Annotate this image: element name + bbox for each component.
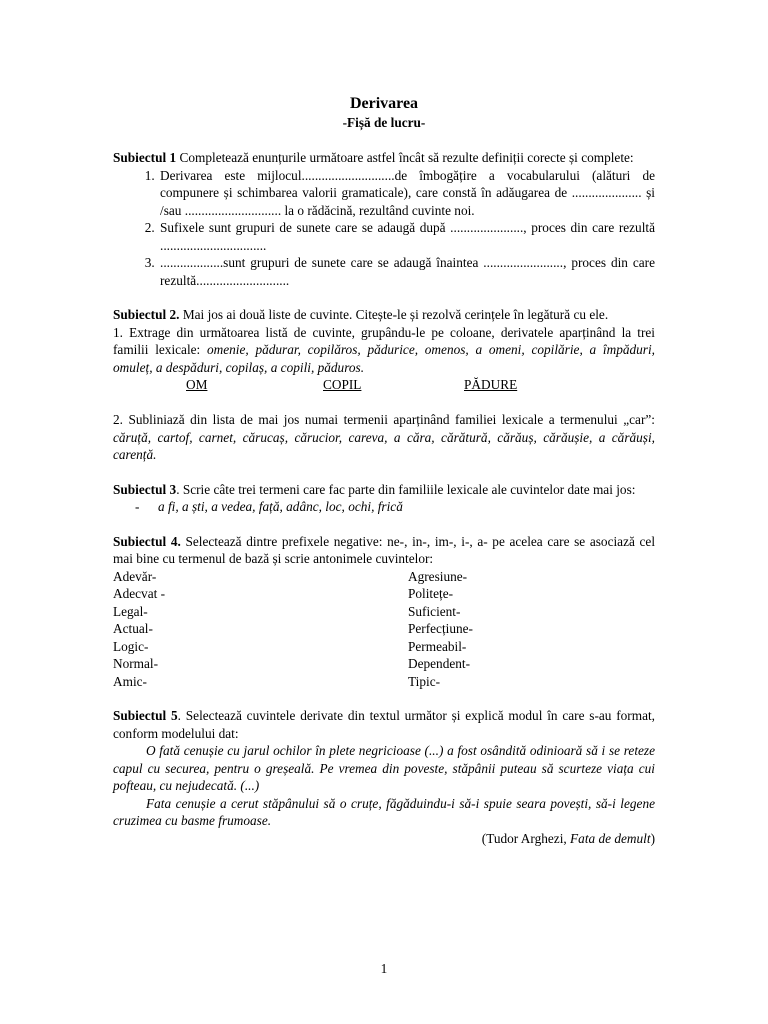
source-title: Fata de demult — [570, 830, 651, 846]
antonym-left-4: Logic- — [113, 638, 149, 654]
subject-1-items — [113, 167, 655, 290]
subject-1-item: 1. Derivarea este mijlocul............................de îmbogățire a vocabularului (alături de compunere și schimbarea valorii gramaticale), care constă în adăugarea de ..................... și /sau ............................. la o rădăcină, rezultând cuvinte noi. — [158, 167, 655, 220]
subject-3-word-line — [113, 498, 655, 516]
antonym-table — [113, 568, 655, 691]
subject-5-instruction: . Selectează cuvintele derivate din textul următor și explică modul în care s-au format, conform modelului dat: — [113, 708, 655, 741]
subject-1 — [113, 149, 655, 167]
subject-2 — [113, 306, 655, 324]
page-title: Derivarea — [349, 95, 419, 112]
antonym-right-1: Politețe- — [408, 586, 454, 601]
subject-3-label: Subiectul 3 — [113, 481, 177, 497]
family-header-padure: PĂDURE — [464, 377, 518, 392]
antonym-right-2: Suficient- — [408, 603, 461, 619]
source-author: (Tudor Arghezi, — [481, 830, 571, 846]
antonym-right-4: Permeabil- — [408, 638, 467, 654]
subject-1-instruction: Completează enunțurile următoare astfel încât să rezulte definiții corecte și complete: — [176, 150, 634, 165]
task-1-word-list: omenie, pădurar, copilăros, pădurice, omenos, a omeni, copilărie, a împăduri, omuleț, a despăduri, copilaș, a copili, păduros. — [113, 342, 655, 375]
subject-2-label: Subiectul 2. — [113, 307, 180, 322]
antonym-right-3: Perfecțiune- — [408, 621, 473, 636]
family-header-om: OM — [186, 377, 208, 392]
quote-paragraph-2: Fata cenușie a cerut stăpânului să o cruțe, făgăduindu-i să-i spuie seara povești, să-i legene cruzimea cu basme frumoase. — [113, 795, 655, 828]
subject-2-instruction: Mai jos ai două liste de cuvinte. Citește-le și rezolvă cerințele în legătură cu ele. — [179, 307, 609, 322]
family-headers — [113, 376, 655, 394]
antonym-left-3: Actual- — [113, 621, 153, 636]
page-number: 1 — [380, 961, 388, 976]
subject-4 — [113, 533, 655, 568]
antonym-right-5: Dependent- — [408, 656, 471, 671]
antonym-left-6: Amic- — [113, 673, 147, 689]
quote-paragraph-1: O fată cenușie cu jarul ochilor în plete negricioase (...) a fost osândită odinioară să i se reteze capul cu securea, pentru o greșeală. Pe vremea din poveste, stăpânii puteau să scurteze viața cui pofteau, cu nejudecată. (...) — [113, 743, 655, 793]
subject-5-label: Subiectul 5 — [113, 708, 178, 723]
worksheet-content — [113, 94, 655, 847]
subject-3-instruction: . Scrie câte trei termeni care fac parte din familiile lexicale ale cuvintelor date mai jos: — [176, 481, 636, 497]
task-2-word-list: căruță, cartof, carnet, cărucaș, cărucior, careva, a căra, cărătură, cărăuș, cărăușie, a cărăuși, carență. — [113, 429, 655, 462]
subject-2-task-1 — [113, 324, 655, 377]
subject-1-item: 2. Sufixele sunt grupuri de sunete care se adaugă după ......................, proces din care rezultă ................................ — [158, 219, 655, 254]
antonym-left-5: Normal- — [113, 656, 159, 671]
task-2-text: 2. Subliniază din lista de mai jos numai termenii aparținând familiei lexicale a termenului „car”: — [113, 412, 655, 427]
antonym-left-1: Adecvat - — [113, 586, 166, 601]
family-header-copil: COPIL — [323, 377, 362, 392]
task-1-text: 1. Extrage din următoarea listă de cuvinte, grupându-le pe coloane, derivatele aparținând la trei familii lexicale: — [113, 324, 655, 357]
page-subtitle: -Fișă de lucru- — [342, 115, 426, 130]
quote-source — [113, 830, 655, 848]
subject-5 — [113, 707, 655, 742]
antonym-left-2: Legal- — [113, 603, 148, 619]
subject-1-item: 3. ...................sunt grupuri de sunete care se adaugă înaintea ........................, proces din care rezultă............................ — [158, 254, 655, 289]
dash-bullet: - — [135, 499, 140, 514]
subject-2-task-2 — [113, 411, 655, 464]
source-end: ) — [650, 830, 655, 846]
subject-3-word-list: a fi, a ști, a vedea, față, adânc, loc, ochi, frică — [158, 499, 403, 514]
subject-1-label: Subiectul 1 — [113, 150, 177, 165]
antonym-right-0: Agresiune- — [408, 568, 468, 584]
antonym-right-6: Tipic- — [408, 673, 441, 689]
subject-3 — [113, 481, 655, 499]
subject-4-instruction: Selectează dintre prefixele negative: ne-, in-, im-, i-, a- pe acelea care se asociază cel mai bine cu termenul de bază și scrie antonimele cuvintelor: — [113, 533, 656, 566]
subject-4-label: Subiectul 4. — [113, 533, 181, 549]
antonym-left-0: Adevăr- — [113, 568, 157, 584]
